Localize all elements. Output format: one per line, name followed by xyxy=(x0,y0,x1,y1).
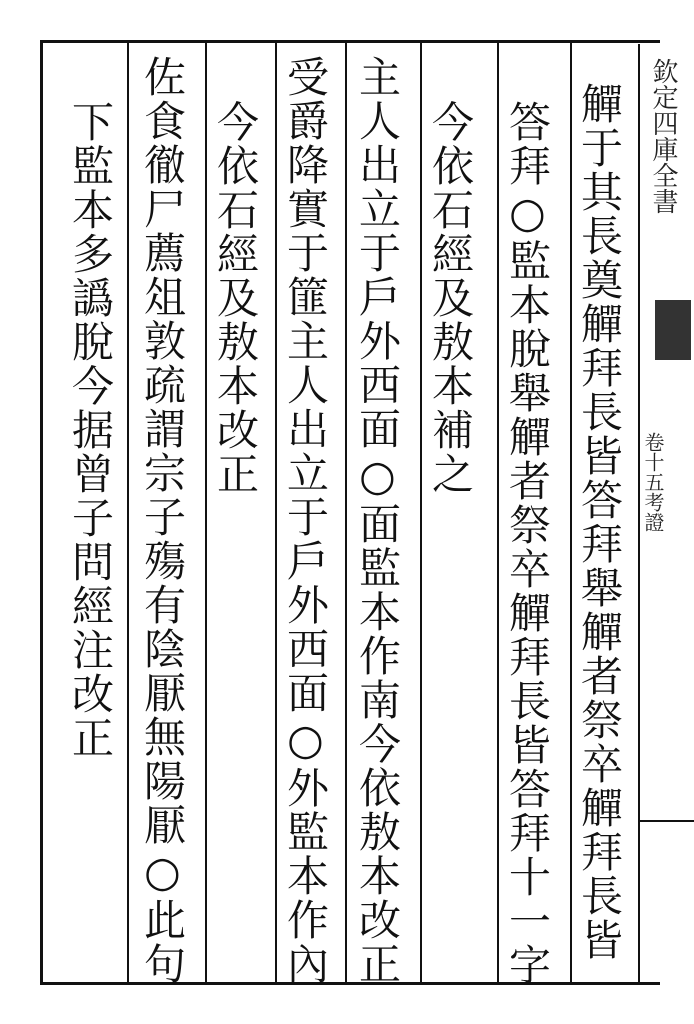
text-column-8: 下監本多譌脫今据曾子問經注改正 xyxy=(66,100,115,760)
column-rule xyxy=(570,43,572,982)
text-column-7: 佐食徹尸薦俎敦疏謂宗子殤有陰厭無陽厭○此句 xyxy=(138,55,187,986)
margin-section: 卷十五考證 xyxy=(641,432,665,532)
text-column-2: 答拜○監本脫舉觶者祭卒觶拜長皆答拜十一字 xyxy=(503,100,552,987)
page-frame xyxy=(40,40,660,985)
text-column-3: 今依石經及敖本補之 xyxy=(426,100,475,496)
column-rule xyxy=(497,43,499,982)
text-column-1: 觶于其長奠觶拜長皆答拜舉觶者祭卒觶拜長皆 xyxy=(575,82,624,962)
column-rule xyxy=(275,43,277,982)
fold-mark xyxy=(655,300,691,360)
column-rule xyxy=(205,43,207,982)
column-rule xyxy=(127,43,129,982)
column-rule xyxy=(345,43,347,982)
text-column-4: 主人出立于戶外西面○面監本作南今依敖本改正 xyxy=(353,55,402,986)
text-column-6: 今依石經及敖本改正 xyxy=(211,100,260,496)
margin-divider xyxy=(638,820,694,822)
margin-title: 欽定四庫全書 xyxy=(648,58,678,214)
text-column-5: 受爵降實于篚主人出立于戶外西面○外監本作內 xyxy=(281,55,330,986)
column-rule xyxy=(420,43,422,982)
